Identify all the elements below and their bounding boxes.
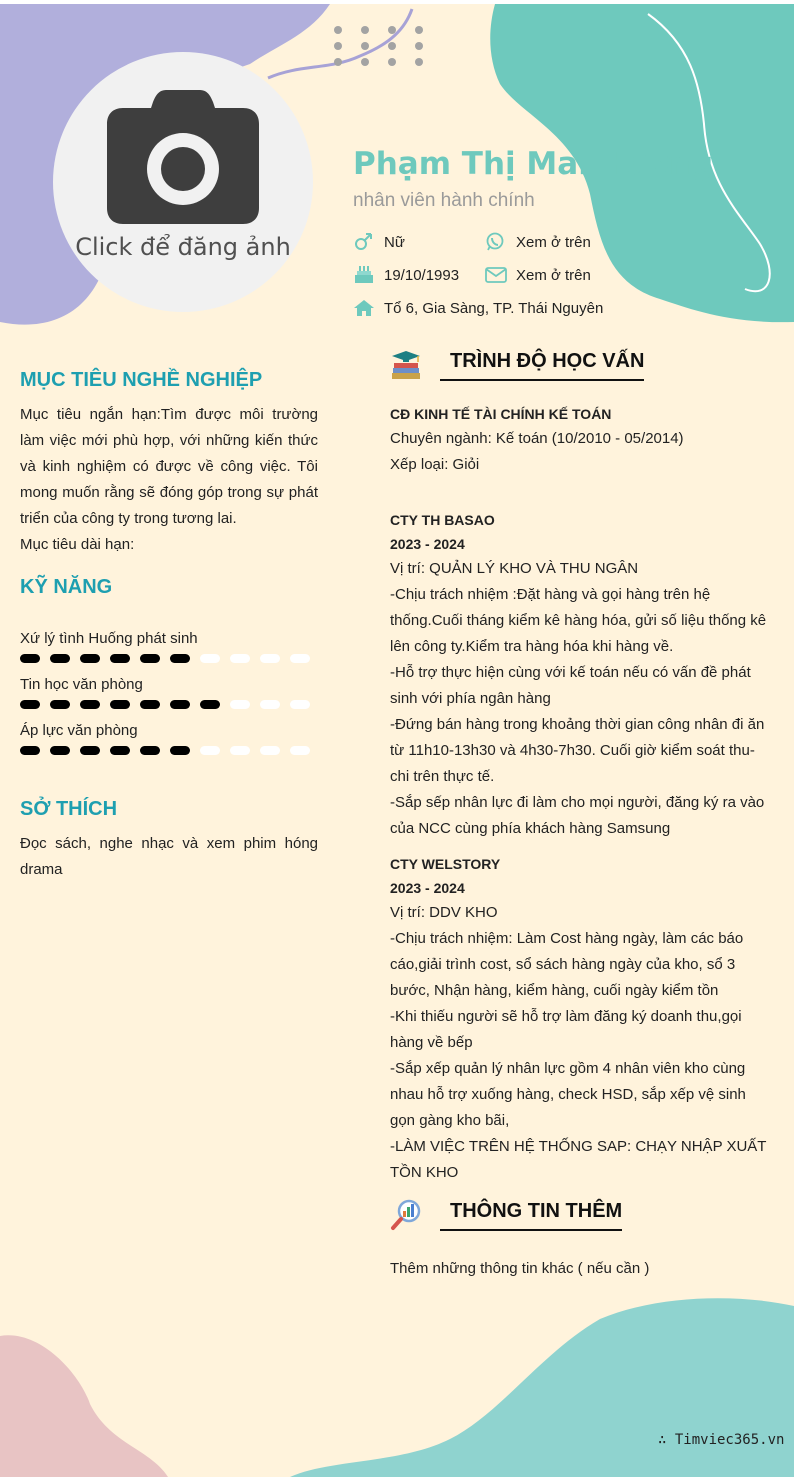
skill-dot-filled [110, 654, 130, 663]
email-row [485, 265, 591, 285]
job-title: nhân viên hành chính [353, 190, 535, 211]
skill-name: Xứ lý tình Huống phát sinh [20, 630, 198, 647]
skill-dot-empty [260, 746, 280, 755]
birthday-row [353, 265, 459, 285]
avatar-upload[interactable] [53, 52, 313, 312]
address-value: Tổ 6, Gia Sàng, TP. Thái Nguyên [384, 299, 604, 317]
envelope-icon [485, 265, 507, 285]
cv-page [0, 4, 794, 1477]
camera-icon [103, 90, 263, 230]
skill-dot-empty [290, 700, 310, 709]
cake-icon [353, 265, 375, 285]
experience-company: CTY TH BASAO [390, 512, 495, 528]
skill-dot-empty [200, 746, 220, 755]
skill-dot-filled [170, 700, 190, 709]
skill-level [20, 746, 320, 756]
skill-dot-filled [140, 700, 160, 709]
hobbies-text: Đọc sách, nghe nhạc và xem phim hóng drama [20, 835, 318, 878]
skill-dot-empty [200, 654, 220, 663]
gender-row [353, 232, 405, 252]
gender-value: Nữ [384, 233, 405, 251]
skill-dot-filled [170, 654, 190, 663]
skill-dot-filled [200, 700, 220, 709]
experience-position: Vị trí: QUẢN LÝ KHO VÀ THU NGÂN [390, 560, 639, 577]
skill-item [20, 676, 320, 710]
experience-duty: -Hỗ trợ thực hiện cùng với kế toán nếu có vấn đề phát sinh với phía ngân hàng [390, 664, 751, 707]
skill-dot-empty [230, 654, 250, 663]
experience-duty: -Khi thiếu người sẽ hỗ trợ làm đăng ký doanh thu,gọi hàng về bếp [390, 1008, 742, 1051]
skill-dot-empty [290, 746, 310, 755]
skill-dot-filled [20, 700, 40, 709]
skill-dot-filled [80, 700, 100, 709]
skill-dot-filled [140, 654, 160, 663]
skill-dot-filled [20, 654, 40, 663]
email-value: Xem ở trên [516, 266, 591, 284]
skill-dot-filled [110, 700, 130, 709]
skill-dot-filled [80, 654, 100, 663]
magnifier-chart-icon [390, 1199, 422, 1231]
phone-icon [485, 232, 507, 252]
skill-dot-filled [110, 746, 130, 755]
books-graduation-icon [390, 349, 422, 381]
birthday-value: 19/10/1993 [384, 266, 460, 284]
gender-icon [353, 232, 375, 252]
skill-dot-filled [170, 746, 190, 755]
experience-1 [390, 508, 768, 842]
experience-period: 2023 - 2024 [390, 536, 465, 552]
education-content [390, 402, 768, 478]
skill-dot-empty [230, 746, 250, 755]
phone-row [485, 232, 591, 252]
experience-period: 2023 - 2024 [390, 880, 465, 896]
skill-dot-filled [50, 700, 70, 709]
skill-dot-empty [260, 700, 280, 709]
education-grade: Xếp loại: Giỏi [390, 456, 480, 473]
watermark: ∴ Timviec365.vn [658, 1432, 785, 1448]
experience-2 [390, 852, 768, 1186]
skill-dot-filled [20, 746, 40, 755]
education-title: TRÌNH ĐỘ HỌC VẤN [440, 350, 644, 381]
experience-duty: -Sắp xếp quản lý nhân lực gồm 4 nhân viên kho cùng nhau hỗ trợ xuống hàng, check HSD, sắp xếp vệ sinh gọn gàng kho bãi, [390, 1060, 746, 1129]
skill-dot-empty [260, 654, 280, 663]
experience-position: Vị trí: DDV KHO [390, 904, 498, 921]
experience-company: CTY WELSTORY [390, 856, 501, 872]
phone-value: Xem ở trên [516, 233, 591, 251]
hobbies-title: SỞ THÍCH [20, 798, 118, 820]
skill-item [20, 722, 320, 756]
skill-dot-empty [230, 700, 250, 709]
skill-dot-filled [140, 746, 160, 755]
skill-item [20, 630, 320, 664]
skill-dot-empty [290, 654, 310, 663]
experience-duty: -Chịu trách nhiệm :Đặt hàng và gọi hàng trên hệ thống.Cuối tháng kiểm kê hàng hóa, gửi số liệu thống kê lên công ty.Kiểm tra hàng hóa khi hàng về. [390, 586, 767, 655]
experience-duty: -Sắp sếp nhân lực đi làm cho mọi người, đăng ký ra vào của NCC cùng phía khách hàng Samsung [390, 794, 765, 837]
skill-dot-filled [50, 746, 70, 755]
experience-duty: -Đứng bán hàng trong khoảng thời gian công nhân đi ăn từ 11h10-13h30 và 4h30-7h30. Cuối giờ kiểm soát thu-chi trên thực tế. [390, 716, 765, 785]
skill-dot-filled [80, 746, 100, 755]
avatar-label: Click để đăng ảnh [75, 233, 291, 261]
full-name: Phạm Thị Mai Hương [353, 146, 714, 182]
skills-title: KỸ NĂNG [20, 576, 113, 598]
skill-dot-filled [50, 654, 70, 663]
skill-level [20, 654, 320, 664]
address-row [353, 298, 603, 318]
skill-level [20, 700, 320, 710]
objective-long-term: Mục tiêu dài hạn: [20, 536, 135, 553]
objective-title: MỤC TIÊU NGHỀ NGHIỆP [20, 369, 263, 391]
education-major: Chuyên ngành: Kế toán (10/2010 - 05/2014) [390, 430, 684, 447]
experience-duty: -LÀM VIỆC TRÊN HỆ THỐNG SAP: CHẠY NHẬP XUẤT TỒN KHO [390, 1138, 767, 1181]
skill-name: Áp lực văn phòng [20, 722, 138, 739]
education-school: CĐ KINH TẾ TÀI CHÍNH KẾ TOÁN [390, 406, 612, 422]
additional-title: THÔNG TIN THÊM [440, 1200, 622, 1231]
home-icon [353, 298, 375, 318]
skill-name: Tin học văn phòng [20, 676, 143, 693]
objective-text [20, 402, 318, 558]
objective-short-term: Mục tiêu ngắn hạn:Tìm được môi trường làm việc mới phù hợp, với những kiến thức và kinh nghiệm có được về công việc. Tôi mong muốn rằng sẽ đóng góp trong sự phát triển của công ty trong tương lai. [20, 406, 318, 527]
experience-duty: -Chịu trách nhiệm: Làm Cost hàng ngày, làm các báo cáo,giải trình cost, sổ sách hàng ngày của kho, sổ 3 bước, Nhận hàng, kiểm hàng, cuối ngày kiểm tồn [390, 930, 744, 999]
additional-text: Thêm những thông tin khác ( nếu cần ) [390, 1260, 650, 1277]
additional-heading [390, 1199, 622, 1231]
education-heading [390, 349, 644, 381]
